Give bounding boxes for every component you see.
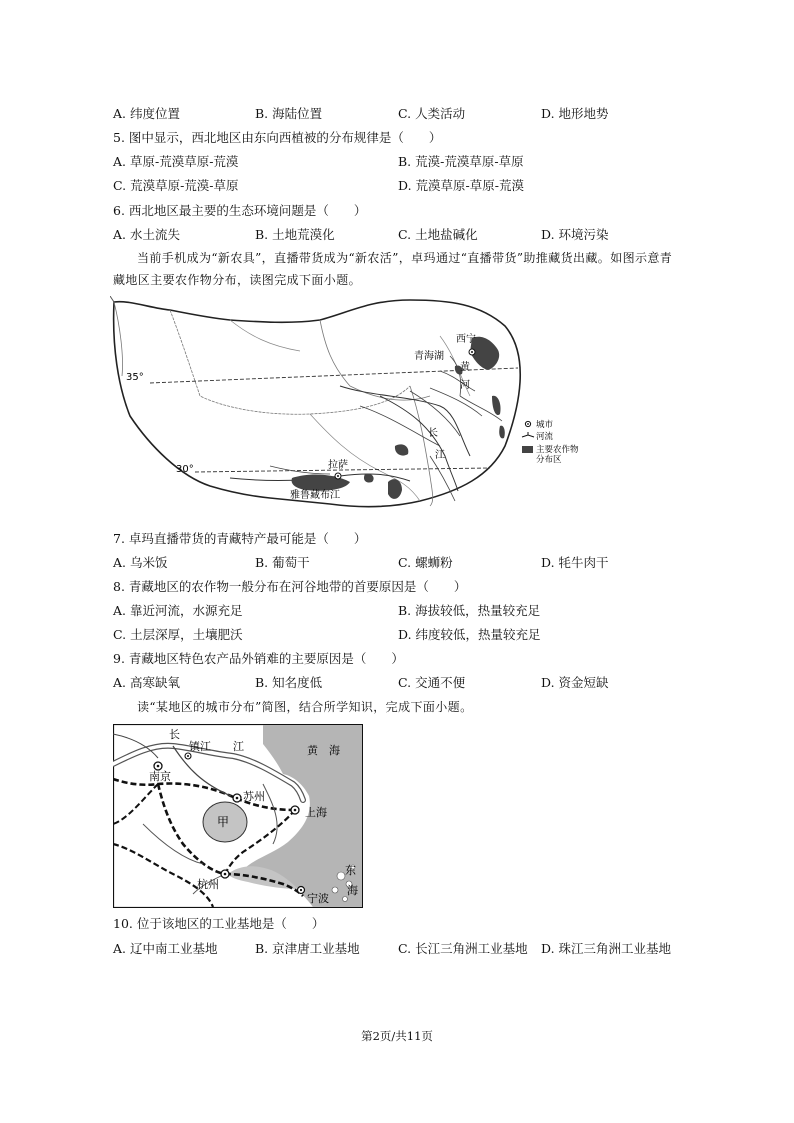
question-5-stem: 5. 图中显示，西北地区由东向西植被的分布规律是（ ） (113, 130, 442, 145)
label-yarlung: 雅鲁藏布江 (290, 490, 340, 501)
q8-options-row2 (113, 627, 673, 643)
qinghai-tibet-map (110, 296, 590, 528)
q6-options (113, 227, 673, 243)
label-lat30: 30° (176, 464, 194, 475)
crop-area-east2 (499, 426, 505, 439)
option-a: A. 辽中南工业基地 (113, 941, 218, 956)
option-d: D. 荒漠草原-草原-荒漠 (398, 178, 524, 193)
question-8-stem: 8. 青藏地区的农作物一般分布在河谷地带的首要原因是（ ） (113, 579, 467, 594)
question-7-stem: 7. 卓玛直播带货的青藏特产最可能是（ ） (113, 531, 367, 546)
option-d: D. 地形地势 (541, 106, 609, 121)
option-d: D. 牦牛肉干 (541, 555, 609, 570)
label-suzhou: 苏州 (243, 790, 265, 803)
option-d: D. 珠江三角洲工业基地 (541, 941, 672, 956)
map-legend (522, 419, 579, 465)
q5-options-row2 (113, 178, 673, 194)
option-a: A. 高寒缺氧 (113, 675, 180, 690)
label-lhasa: 拉萨 (328, 460, 348, 471)
q4-options (113, 106, 673, 122)
option-c: C. 人类活动 (398, 106, 466, 121)
option-d: D. 环境污染 (541, 227, 609, 242)
option-a: A. 水土流失 (113, 227, 180, 242)
crop-area-east1 (492, 396, 501, 415)
legend-crop-label-2: 分布区 (536, 455, 562, 465)
option-a: A. 草原-荒漠草原-荒漠 (113, 154, 239, 169)
crop-area-small (364, 474, 374, 483)
label-ningbo: 宁波 (307, 892, 329, 905)
label-hangzhou: 杭州 (197, 878, 219, 891)
option-b: B. 葡萄干 (255, 555, 310, 570)
label-dong: 东 (345, 864, 356, 877)
crop-area-yunnan-north (395, 444, 408, 455)
option-b: B. 海陆位置 (255, 106, 323, 121)
legend-river-label: 河流 (536, 432, 554, 442)
label-nanjing: 南京 (149, 770, 171, 783)
legend-river-icon (522, 432, 534, 437)
option-a: A. 纬度位置 (113, 106, 180, 121)
option-a: A. 乌米饭 (113, 555, 168, 570)
legend-city-label: 城市 (536, 420, 554, 430)
option-b: B. 京津唐工业基地 (255, 941, 360, 956)
option-d: D. 纬度较低，热量较充足 (398, 627, 541, 642)
intro-paragraph-2: 读“某地区的城市分布”简图，结合所学知识，完成下面小题。 (137, 700, 473, 714)
option-c: C. 长江三角洲工业基地 (398, 941, 528, 956)
option-c: C. 螺蛳粉 (398, 555, 453, 570)
label-jiang: 江 (435, 450, 445, 461)
label-chang: 长 (428, 428, 438, 439)
option-d: D. 资金短缺 (541, 675, 609, 690)
label-chang: 长 (169, 728, 180, 741)
q5-options-row1 (113, 154, 673, 170)
question-6-stem: 6. 西北地区最主要的生态环境问题是（ ） (113, 203, 367, 218)
option-c: C. 土地盐碱化 (398, 227, 478, 242)
q9-options (113, 675, 673, 691)
label-jiang: 江 (233, 740, 244, 753)
label-huanghai: 黄 海 (307, 744, 340, 757)
label-qinghai-lake: 青海湖 (414, 351, 444, 362)
label-shanghai: 上海 (305, 806, 327, 819)
option-b: B. 知名度低 (255, 675, 323, 690)
option-c: C. 土层深厚，土壤肥沃 (113, 627, 243, 642)
crop-area-nyingchi (388, 479, 402, 499)
legend-crop-icon (522, 446, 533, 453)
label-xining: 西宁 (456, 334, 476, 345)
label-zhenjiang: 镇江 (189, 740, 211, 753)
q7-options (113, 555, 673, 571)
option-b: B. 海拔较低，热量较充足 (398, 603, 541, 618)
label-hai: 海 (347, 884, 358, 897)
option-b: B. 土地荒漠化 (255, 227, 335, 242)
q8-options-row1 (113, 603, 673, 619)
q10-options (113, 941, 673, 957)
label-huang: 黄 (460, 362, 470, 373)
option-c: C. 荒漠草原-荒漠-草原 (113, 178, 239, 193)
question-9-stem: 9. 青藏地区特色农产品外销难的主要原因是（ ） (113, 651, 404, 666)
label-jia: 甲 (217, 815, 230, 829)
legend-crop-label-1: 主要农作物 (536, 445, 579, 455)
question-10-stem: 10. 位于该地区的工业基地是（ ） (113, 916, 325, 931)
intro-paragraph-1: 当前手机成为“新农具”，直播带货成为“新农活”，卓玛通过“直播带货”助推藏货出藏。如图示意青藏地区主要农作物分布，读图完成下面小题。 (113, 251, 673, 287)
page-footer: 第2页/共11页 (361, 1029, 433, 1043)
option-c: C. 交通不便 (398, 675, 466, 690)
label-lat35: 35° (126, 372, 144, 383)
option-b: B. 荒漠-荒漠草原-草原 (398, 154, 524, 169)
yangtze-delta-map (113, 724, 363, 908)
option-a: A. 靠近河流，水源充足 (113, 603, 243, 618)
label-he: 河 (460, 380, 470, 391)
